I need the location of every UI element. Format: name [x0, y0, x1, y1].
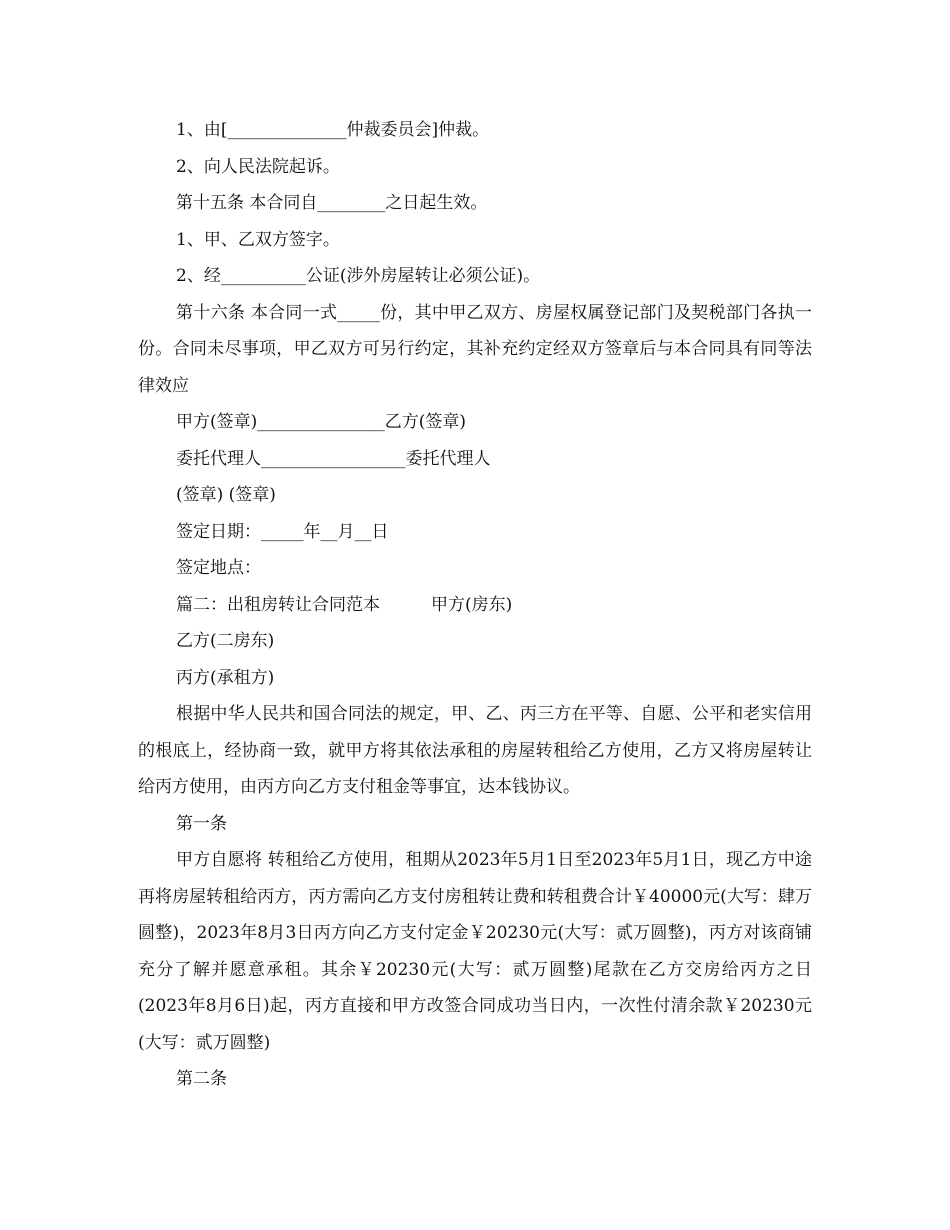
article-1-title: 第一条 [176, 813, 227, 834]
clause-notarization: 2、经__________公证(涉外房屋转让必须公证)。 [176, 266, 541, 286]
party-c: 丙方(承租方) [176, 667, 275, 688]
clause-arbitration: 1、由[______________仲裁委员会]仲裁。 [176, 120, 490, 140]
clause-court: 2、向人民法院起诉。 [176, 156, 340, 177]
signing-date: 签定日期：_____年__月__日 [176, 521, 389, 542]
clause-signature: 1、甲、乙双方签字。 [176, 229, 340, 250]
part-two-title: 篇二：出租房转让合同范本 甲方(房东) [176, 594, 513, 615]
article-16: 第十六条 本合同一式_____份，其中甲乙双方、房屋权属登记部门及契税部门各执一份。合同未尽事项，甲乙双方可另行约定，其补充约定经双方签章后与本合同具有同等法律效应 [138, 302, 812, 396]
article-15: 第十五条 本合同自________之日起生效。 [176, 193, 488, 213]
party-b: 乙方(二房东) [176, 631, 275, 651]
intro-paragraph: 根据中华人民共和国合同法的规定，甲、乙、丙三方在平等、自愿、公平和老实信用的根底上，经协商一致，就甲方将其依法承租的房屋转租给乙方使用，乙方又将房屋转让给丙方使用，由丙方向乙方支付租金等事宜，达本钱协议。 [138, 704, 812, 797]
signature-line-seals: (签章) (签章) [176, 485, 276, 505]
article-1-body: 甲方自愿将 转租给乙方使用，租期从2023年5月1日至2023年5月1日，现乙方中途再将房屋转租给丙方，丙方需向乙方支付房租转让费和转租费合计￥40000元(大写：肆万圆整)，2023年8月3日丙方向乙方支付定金￥20230元(大写：贰万圆整)，丙方对该商铺充分了解并愿意承租。其余￥20230元(大写：贰万圆整)尾款在乙方交房给丙方之日(2023年8月6日)起，丙方直接和甲方改签合同成功当日内，一次性付清余款￥20230元(大写：贰万圆整) [138, 850, 812, 1053]
signature-line-parties: 甲方(签章)_______________乙方(签章) [176, 412, 467, 432]
signing-place: 签定地点： [176, 558, 261, 578]
article-2-title: 第二条 [176, 1069, 227, 1089]
signature-line-agents: 委托代理人_________________委托代理人 [176, 448, 491, 469]
